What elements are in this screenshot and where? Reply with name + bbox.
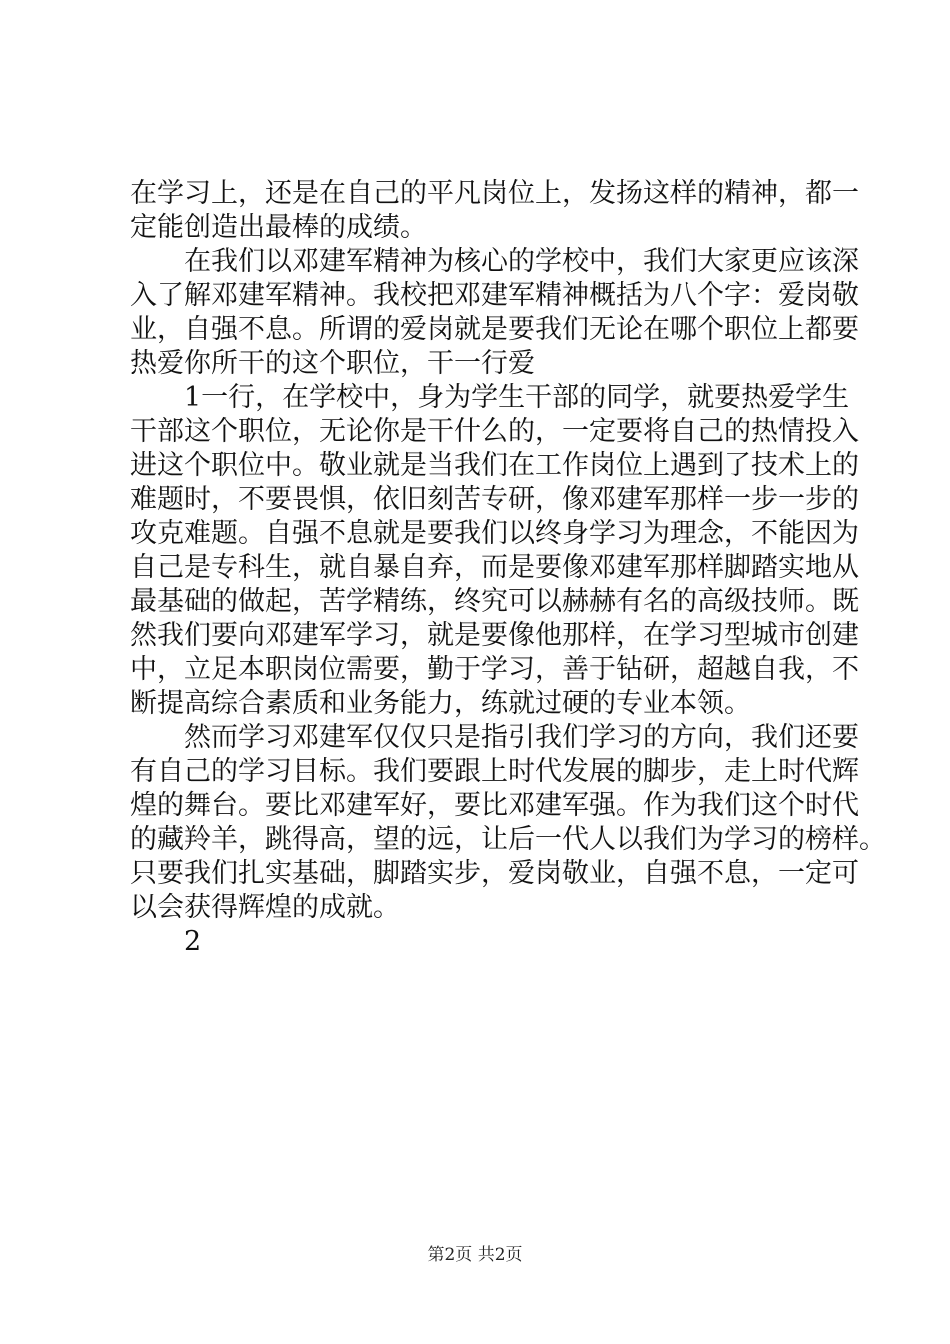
paragraph-line: 干部这个职位，无论你是干什么的，一定要将自己的热情投入: [130, 416, 859, 447]
paragraph-line: 然我们要向邓建军学习，就是要像他那样，在学习型城市创建: [130, 620, 859, 651]
paragraph-line: 只要我们扎实基础，脚踏实步，爱岗敬业，自强不息，一定可: [130, 858, 859, 889]
paragraph-line: 以会获得辉煌的成就。: [130, 892, 400, 923]
paragraph-line: 业，自强不息。所谓的爱岗就是要我们无论在哪个职位上都要: [130, 314, 859, 345]
paragraph-line: 进这个职位中。敬业就是当我们在工作岗位上遇到了技术上的: [130, 450, 859, 481]
page-marker: 2: [184, 926, 202, 957]
paragraph-line: 1一行，在学校中，身为学生干部的同学，就要热爱学生: [184, 382, 850, 413]
paragraph-line: 热爱你所干的这个职位，干一行爱: [130, 348, 535, 379]
paragraph-line: 在我们以邓建军精神为核心的学校中，我们大家更应该深: [184, 246, 859, 277]
paragraph-line: 断提高综合素质和业务能力，练就过硬的专业本领。: [130, 688, 751, 719]
paragraph-line: 攻克难题。自强不息就是要我们以终身学习为理念，不能因为: [130, 518, 859, 549]
paragraph-line: 最基础的做起，苦学精练，终究可以赫赫有名的高级技师。既: [130, 586, 859, 617]
paragraph-line: 煌的舞台。要比邓建军好，要比邓建军强。作为我们这个时代: [130, 790, 859, 821]
paragraph-line: 自己是专科生，就自暴自弃，而是要像邓建军那样脚踏实地从: [130, 552, 859, 583]
paragraph-line: 然而学习邓建军仅仅只是指引我们学习的方向，我们还要: [184, 722, 859, 753]
paragraph-line: 中，立足本职岗位需要，勤于学习，善于钻研，超越自我，不: [130, 654, 859, 685]
paragraph-line: 在学习上，还是在自己的平凡岗位上，发扬这样的精神，都一: [130, 178, 859, 209]
paragraph-line: 难题时，不要畏惧，依旧刻苦专研，像邓建军那样一步一步的: [130, 484, 859, 515]
paragraph-line: 的藏羚羊，跳得高，望的远，让后一代人以我们为学习的榜样。: [130, 824, 886, 855]
paragraph-line: 定能创造出最棒的成绩。: [130, 212, 427, 243]
paragraph-line: 入了解邓建军精神。我校把邓建军精神概括为八个字：爱岗敬: [130, 280, 859, 311]
page-footer: 第2页 共2页: [427, 1245, 523, 1265]
paragraph-line: 有自己的学习目标。我们要跟上时代发展的脚步，走上时代辉: [130, 756, 859, 787]
